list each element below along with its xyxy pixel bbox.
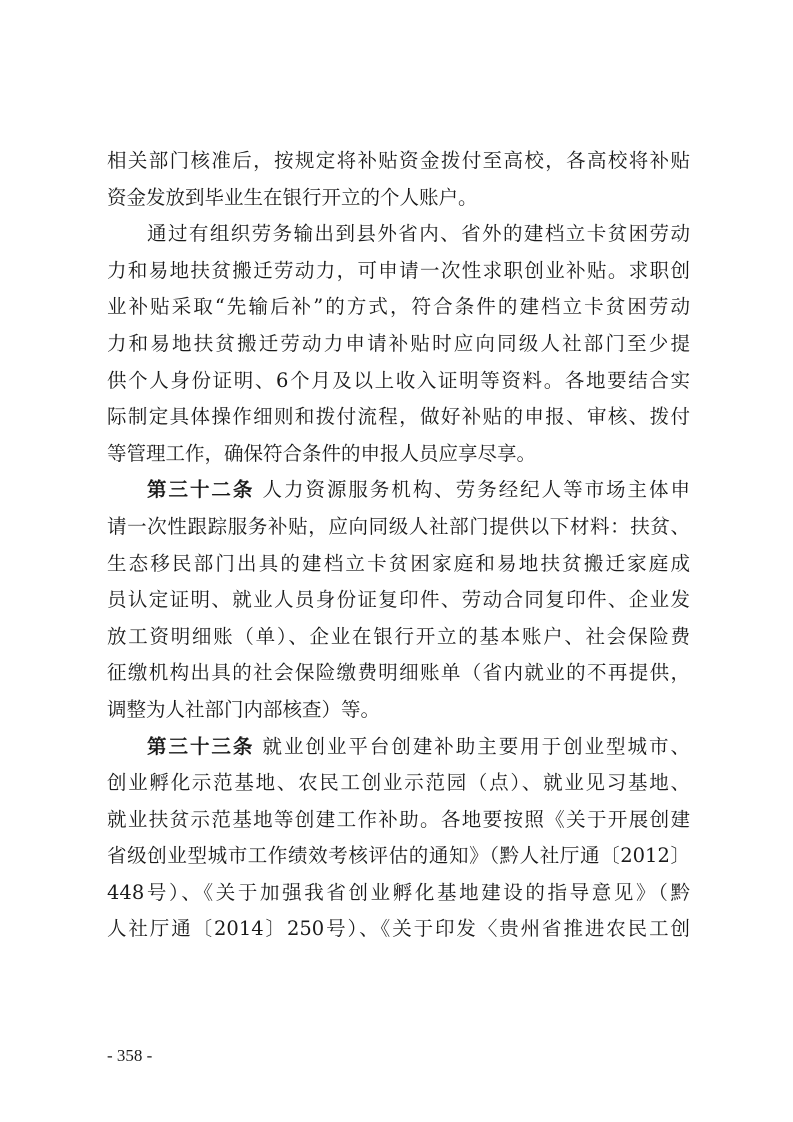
text-line: 放工资明细账（单）、企业在银行开立的基本账户、社会保险费 xyxy=(107,624,690,648)
page-number: - 358 - xyxy=(107,1046,153,1065)
text-line: 人社厅通〔2014〕250号）、《关于印发〈贵州省推进农民工创 xyxy=(107,917,690,941)
text-line xyxy=(107,472,690,509)
paragraph-1 xyxy=(107,143,690,216)
text-line: 448号）、《关于加强我省创业孵化基地建设的指导意见》（黔 xyxy=(107,880,690,904)
text-line: 创业孵化示范基地、农民工创业示范园（点）、就业见习基地、 xyxy=(107,771,690,795)
article-text: 就业创业平台创建补助主要用于创业型城市、 xyxy=(262,734,690,758)
text-line: 调整为人社部门内部核查）等。 xyxy=(107,697,381,721)
text-line: 等管理工作，确保符合条件的申报人员应享尽享。 xyxy=(107,441,537,465)
text-line: 生态移民部门出具的建档立卡贫困家庭和易地扶贫搬迁家庭成 xyxy=(107,551,690,575)
paragraph-2 xyxy=(107,216,690,472)
text-line: 相关部门核准后，按规定将补贴资金拨付至高校，各高校将补贴 xyxy=(107,149,690,172)
text-line: 业补贴采取“先输后补”的方式，符合条件的建档立卡贫困劳动 xyxy=(107,295,690,319)
article-number: 第三十三条 xyxy=(147,734,255,758)
text-line: 力和易地扶贫搬迁劳动力申请补贴时应向同级人社部门至少提 xyxy=(107,331,690,355)
text-line: 际制定具体操作细则和拨付流程，做好补贴的申报、审核、拨付 xyxy=(107,405,690,429)
document-body xyxy=(107,143,690,948)
text-line: 通过有组织劳务输出到县外省内、省外的建档立卡贫困劳动 xyxy=(147,222,690,246)
text-line: 请一次性跟踪服务补贴，应向同级人社部门提供以下材料：扶贫、 xyxy=(107,514,690,538)
text-line xyxy=(107,729,690,766)
article-33-paragraph xyxy=(107,729,690,949)
text-line: 员认定证明、就业人员身份证复印件、劳动合同复印件、企业发 xyxy=(107,588,690,612)
text-line: 就业扶贫示范基地等创建工作补助。各地要按照《关于开展创建 xyxy=(107,807,690,831)
text-line: 资金发放到毕业生在银行开立的个人账户。 xyxy=(107,185,478,209)
article-number: 第三十二条 xyxy=(147,478,255,502)
text-line: 力和易地扶贫搬迁劳动力，可申请一次性求职创业补贴。求职创 xyxy=(107,258,690,282)
article-text: 人力资源服务机构、劳务经纪人等市场主体申 xyxy=(262,478,690,502)
text-line: 征缴机构出具的社会保险缴费明细账单（省内就业的不再提供， xyxy=(107,661,690,685)
text-line: 省级创业型城市工作绩效考核评估的通知》（黔人社厅通〔2012〕 xyxy=(107,844,690,868)
text-line: 供个人身份证明、6个月及以上收入证明等资料。各地要结合实 xyxy=(107,368,690,392)
article-32-paragraph xyxy=(107,472,690,728)
